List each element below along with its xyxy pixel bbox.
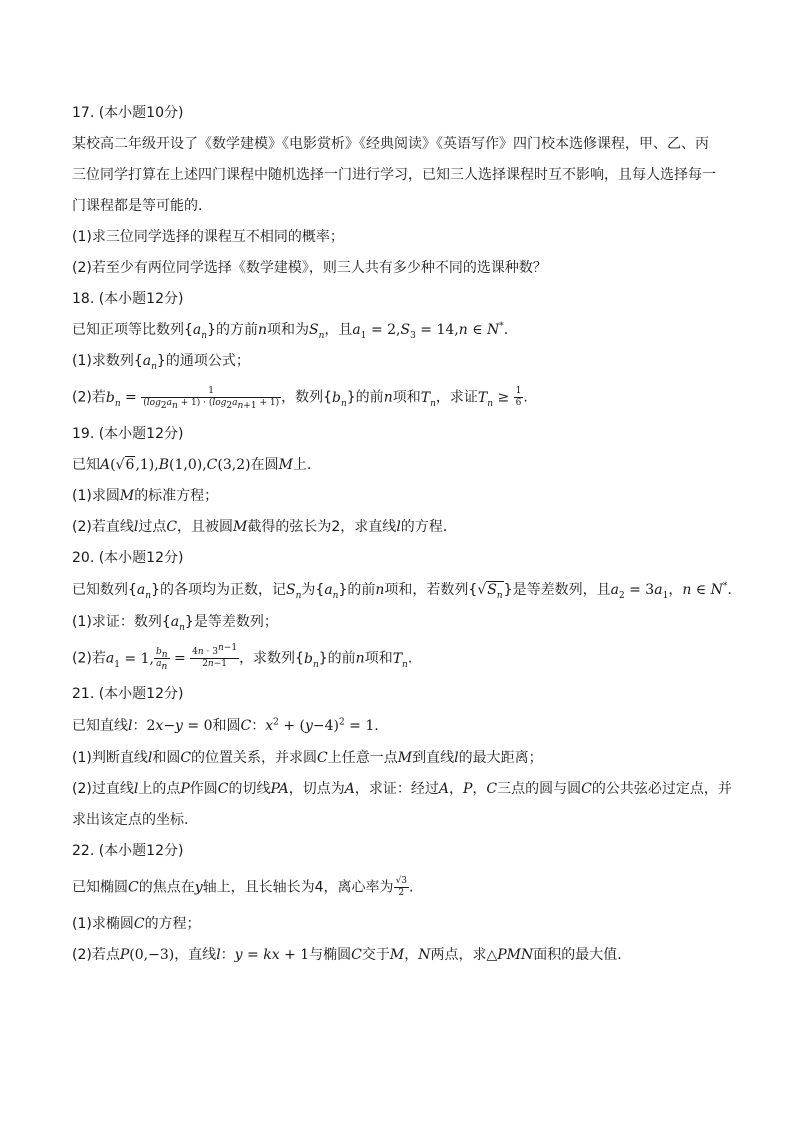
q18-part1: (1)求数列$\{a_n\}$的通项公式； bbox=[72, 353, 250, 372]
q19-part2: (2)若直线l过点C，且被圆M截得的弦长为2，求直线l的方程. bbox=[72, 519, 448, 535]
q22-stem: 已知椭圆C的焦点在y轴上，且长轴长为4，离心率为 $\frac{√3}{2}$ . bbox=[72, 876, 414, 898]
q21-header: 21. (本小题12分) bbox=[72, 686, 184, 702]
q22-eccentricity-fraction: $\frac{√3}{2}$ bbox=[395, 876, 408, 898]
q22-header: 22. (本小题12分) bbox=[72, 843, 184, 859]
q17-header: 17. (本小题10分) bbox=[72, 105, 184, 121]
q20-part2: (2)若$a_1 = 1$, $\frac{b_n}{a_n}$ = $\frac{4n \cdot 3^{n-1}}{2n-1}$ ，求数列$\{b_n\}$的前n项和$T_n$. bbox=[72, 643, 413, 672]
q20-bn-over-an-fraction: $\frac{b_n}{a_n}$ bbox=[155, 647, 168, 672]
q20-stem: 已知数列$\{a_n\}$的各项均为正数，记$S_n$为$\{a_n\}$的前n项和，若数列$\{√S_n\}$是等差数列，且$a_2 = 3a_1$，n ∈ N*. bbox=[72, 581, 732, 601]
q20-ratio-fraction: $\frac{4n \cdot 3^{n-1}}{2n-1}$ bbox=[192, 643, 238, 669]
q17-stem-line1: 某校高二年级开设了《数学建模》《电影赏析》《经典阅读》《英语写作》四门校本选修课程，甲、乙、丙 bbox=[72, 136, 709, 152]
q20-header: 20. (本小题12分) bbox=[72, 550, 184, 566]
q18-stem: 已知正项等比数列$\{a_n\}$的方前n项和为$S_n$，且$a_1 = 2,S_3 = 14,n$ ∈ N*. bbox=[72, 321, 509, 341]
q17-stem-line3: 门课程都是等可能的. bbox=[72, 198, 203, 214]
q17-part2: (2)若至少有两位同学选择《数学建模》，则三人共有多少种不同的选课种数？ bbox=[72, 260, 547, 276]
q21-stem: 已知直线l：2x−y = 0和圆C：$x^2 + (y-4)^2 = 1$. bbox=[72, 717, 379, 734]
q22-part2: (2)若点P(0,−3)，直线l：y = kx + 1与椭圆C交于M，N两点，求△PMN面积的最大值. bbox=[72, 947, 622, 963]
q21-part2-line2: 求出该定点的坐标. bbox=[72, 812, 189, 828]
q21-part1: (1)判断直线l和圆C的位置关系，并求圆C上任意一点M到直线l的最大距离； bbox=[72, 750, 543, 766]
q18-header: 18. (本小题12分) bbox=[72, 291, 184, 307]
q20-part1: (1)求证：数列$\{a_n\}$是等差数列； bbox=[72, 614, 278, 633]
q19-header: 19. (本小题12分) bbox=[72, 426, 184, 442]
q17-part1: (1)求三位同学选择的课程互不相同的概率； bbox=[72, 229, 344, 245]
q18-bn-fraction: $\frac{1}{(\log_2a_n + 1) \cdot (\log_2a_{n+1} + 1)}$ bbox=[143, 386, 280, 411]
q21-part2-line1: (2)过直线l上的点P作圆C的切线PA，切点为A，求证：经过A，P，C三点的圆与圆C的公共弦必过定点，并 bbox=[72, 781, 732, 797]
q17-stem-line2: 三位同学打算在上述四门课程中随机选择一门进行学习，已知三人选择课程时互不影响，且每人选择每一 bbox=[72, 167, 716, 183]
q18-part2: (2)若$b_n$ = $\frac{1}{(\log_2a_n + 1) \cdot (\log_2a_{n+1} + 1)}$ ，数列$\{b_n\}$的前n项和$T_n$，求证$T_n$ ≥ $\frac{1}{6}$ . bbox=[72, 386, 528, 411]
q18-one-sixth-fraction: $\frac{1}{6}$ bbox=[515, 386, 522, 408]
q19-part1: (1)求圆M的标准方程； bbox=[72, 488, 219, 504]
q22-part1: (1)求椭圆C的方程； bbox=[72, 916, 201, 932]
q19-stem: 已知A(√6,1),B(1,0),C(3,2)在圆M上. bbox=[72, 457, 312, 473]
